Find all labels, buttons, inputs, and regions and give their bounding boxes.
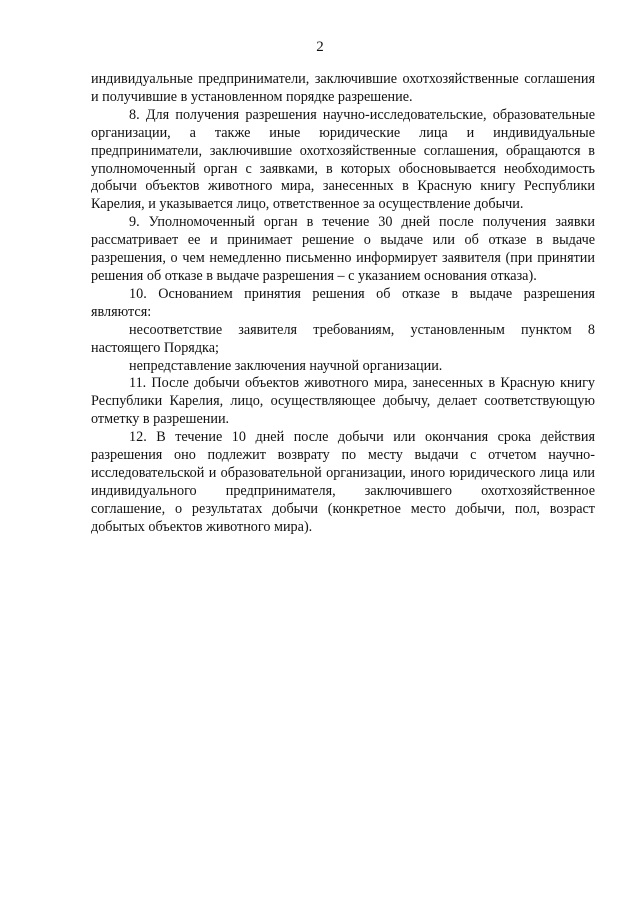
paragraph-10: 10. Основанием принятия решения об отказе в выдаче разрешения являются: <box>91 285 595 320</box>
paragraph-9: 9. Уполномоченный орган в течение 30 дней после получения заявки рассматривает ее и принимает решение о выдаче или об отказе в выдаче разрешения, о чем немедленно письменно информирует заявителя (при принятии решения об отказе в выдаче разрешения – с указанием основания отказа). <box>91 214 595 284</box>
paragraph-continuation: индивидуальные предприниматели, заключившие охотхозяйственные соглашения и получившие в установленном порядке разрешение. <box>91 71 595 105</box>
page-number: 2 <box>316 39 324 55</box>
paragraph-11: 11. После добычи объектов животного мира, занесенных в Красную книгу Республики Карелия, лицо, осуществляющее добычу, делает соответствующую отметку в разрешении. <box>91 375 595 428</box>
paragraph-10-item-1: несоответствие заявителя требованиям, установленным пунктом 8 настоящего Порядка; <box>91 321 595 356</box>
paragraph-10-item-2: непредставление заключения научной организации. <box>129 357 443 374</box>
document-body <box>91 71 595 537</box>
paragraph-8: 8. Для получения разрешения научно-исследовательские, образовательные организации, а также иные юридические лица и индивидуальные предприниматели, заключившие охотхозяйственные соглашения, обращаются в уполномоченный орган с заявками, в которых обосновывается необходимость добычи объектов животного мира, занесенных в Красную книгу Республики Карелия, и указывается лицо, ответственное за осуществление добычи. <box>91 106 595 213</box>
paragraph-12: 12. В течение 10 дней после добычи или окончания срока действия разрешения оно подлежит возврату по месту выдачи с отчетом научно-исследовательской и образовательной организации, иного юридического лица или индивидуального предпринимателя, заключившего охотхозяйственное соглашение, о результатах добычи (конкретное место добычи, пол, возраст добытых объектов животного мира). <box>91 429 595 535</box>
